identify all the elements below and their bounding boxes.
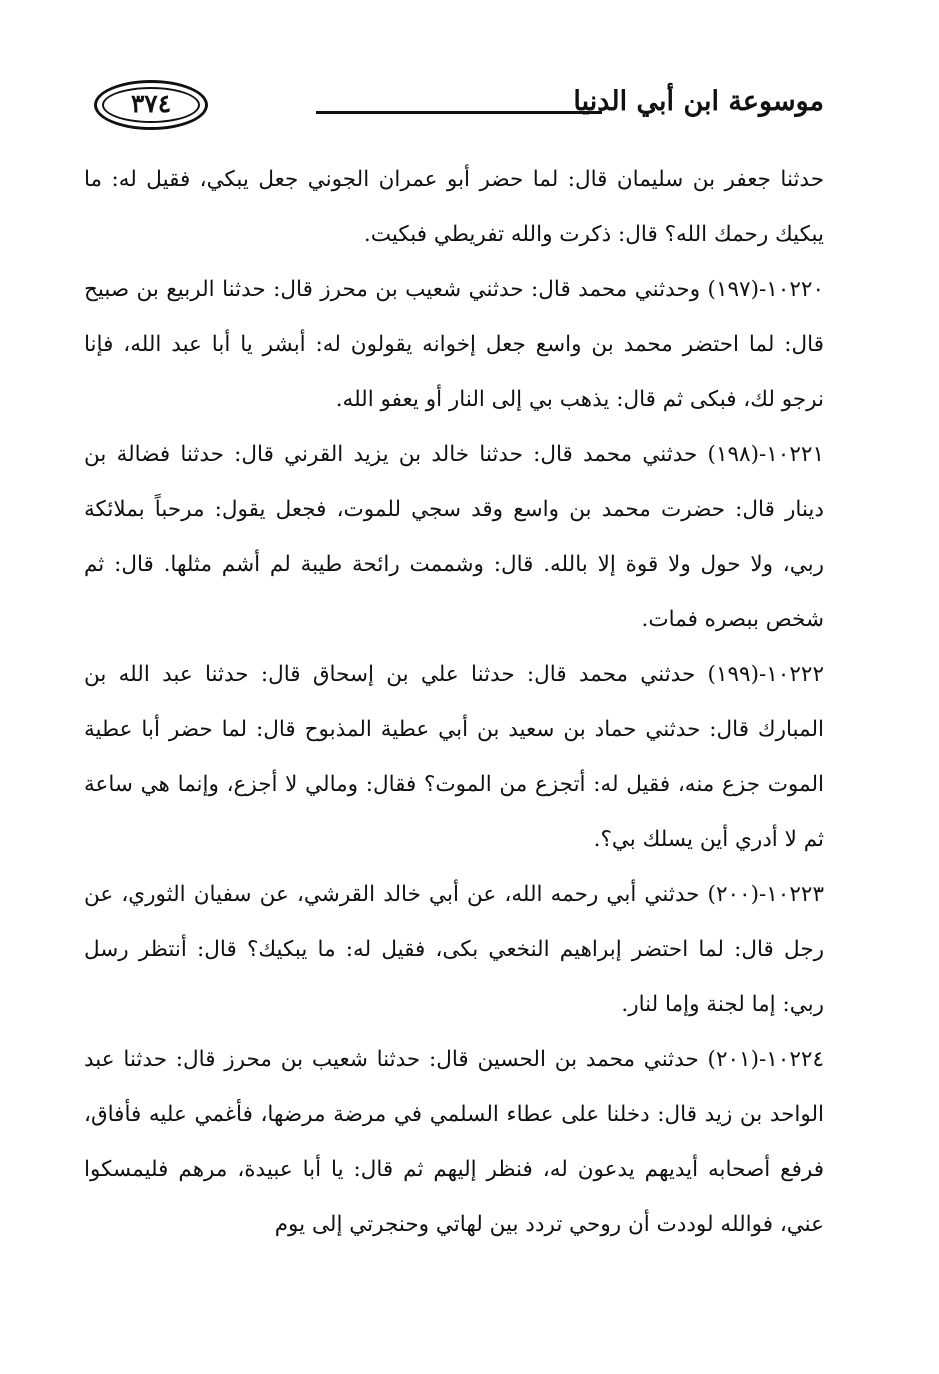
paragraph-10223: ١٠٢٢٣-(٢٠٠) حدثني أبي رحمه الله، عن أبي خالد القرشي، عن سفيان الثوري، عن رجل قال: لما احتضر إبراهيم النخعي بكى، فقيل له: ما يبكيك؟ قال: أنتظر رسل ربي: إما لجنة وإما لنار.	[84, 882, 824, 1017]
running-title: موسوعة ابن أبي الدنيا	[573, 86, 824, 117]
body-text	[84, 152, 824, 1252]
header-rule	[316, 111, 602, 114]
page-number-oval	[94, 80, 208, 130]
paragraph-10220: ١٠٢٢٠-(١٩٧) وحدثني محمد قال: حدثني شعيب بن محرز قال: حدثنا الربيع بن صبيح قال: لما احتضر محمد بن واسع جعل إخوانه يقولون له: أبشر يا أبا عبد الله، فإنا نرجو لك، فبكى ثم قال: يذهب بي إلى النار أو يعفو الله.	[84, 277, 824, 412]
paragraph-10224: ١٠٢٢٤-(٢٠١) حدثني محمد بن الحسين قال: حدثنا شعيب بن محرز قال: حدثنا عبد الواحد بن زيد قال: دخلنا على عطاء السلمي في مرضة مرضها، فأغمي عليه فأفاق، فرفع أصحابه أيديهم يدعون له، فنظر إليهم ثم قال: يا أبا عبيدة، مرهم فليمسكوا عني، فوالله لوددت أن روحي تردد بين لهاتي وحنجرتي إلى يوم	[84, 1047, 824, 1237]
paragraph-10221: ١٠٢٢١-(١٩٨) حدثني محمد قال: حدثنا خالد بن يزيد القرني قال: حدثنا فضالة بن دينار قال: حضرت محمد بن واسع وقد سجي للموت، فجعل يقول: مرحباً بملائكة ربي، ولا حول ولا قوة إلا بالله. قال: وشممت رائحة طيبة لم أشم مثلها. قال: ثم شخص ببصره فمات.	[84, 442, 824, 632]
page-header	[84, 78, 824, 138]
paragraph-continuation: حدثنا جعفر بن سليمان قال: لما حضر أبو عمران الجوني جعل يبكي، فقيل له: ما يبكيك رحمك الله؟ قال: ذكرت والله تفريطي فبكيت.	[84, 167, 824, 247]
paragraph-10222: ١٠٢٢٢-(١٩٩) حدثني محمد قال: حدثنا علي بن إسحاق قال: حدثنا عبد الله بن المبارك قال: حدثني حماد بن سعيد بن أبي عطية المذبوح قال: لما حضر أبا عطية الموت جزع منه، فقيل له: أتجزع من الموت؟ فقال: ومالي لا أجزع، وإنما هي ساعة ثم لا أدري أين يسلك بي؟.	[84, 662, 824, 852]
page-number: ٣٧٤	[130, 89, 172, 118]
